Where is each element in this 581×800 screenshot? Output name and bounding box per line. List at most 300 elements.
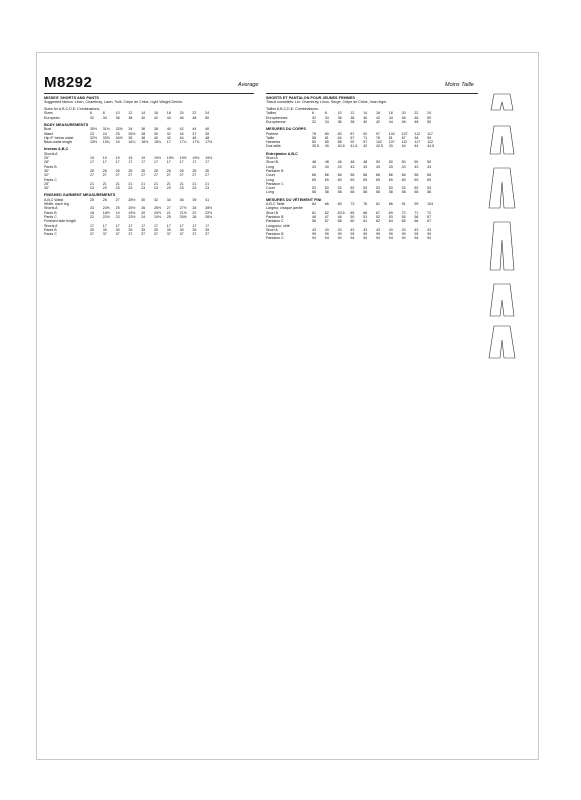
table-cell: 43: [427, 164, 432, 169]
table-cell: 19: [128, 156, 133, 161]
table-cell: 43: [414, 164, 419, 169]
table-cell: 66: [337, 173, 342, 178]
french-column: [266, 92, 478, 241]
table-cell: 23: [102, 186, 107, 191]
table-cell: 17: [192, 160, 197, 165]
row-label: Long: [266, 164, 274, 169]
table-cell: 66: [324, 202, 329, 207]
row-label: European: [44, 115, 60, 120]
table-cell: 69: [350, 177, 355, 182]
table-cell: 40: [324, 144, 329, 149]
table-cell: 62: [375, 219, 380, 224]
table-cell: 57: [427, 214, 432, 219]
table-cell: 36: [337, 115, 342, 120]
table-cell: 22: [90, 214, 94, 219]
table-cell: 64: [337, 135, 342, 140]
suggested-fabrics: Tissus conseillés: Lin, Chambray, Linon, Sergé, Crêpe de Chine, Jean léger.: [266, 99, 388, 104]
table-cell: 40.5: [337, 144, 345, 149]
table-cell: 67: [375, 210, 380, 215]
row-label: Court: [266, 173, 275, 178]
table-row: [266, 236, 478, 240]
table-cell: 34: [128, 127, 133, 132]
table-cell: 50: [401, 160, 406, 165]
table-cell: 69: [375, 177, 380, 182]
table-cell: 46: [192, 135, 197, 140]
table-cell: 39: [141, 227, 146, 232]
table-cell: 26: [153, 168, 158, 173]
table-cell: 26: [166, 168, 171, 173]
table-cell: 10: [115, 111, 120, 116]
row-label: Shorts A: [44, 223, 58, 228]
table-cell: 58: [427, 190, 432, 195]
table-cell: 17: [205, 223, 210, 228]
table-cell: 26: [128, 168, 133, 173]
table-cell: 43: [388, 164, 393, 169]
table-cell: 38: [350, 115, 355, 120]
table-cell: 27: [205, 173, 210, 178]
table-cell: 39: [205, 131, 210, 136]
table-cell: 6: [90, 111, 92, 116]
finished-table: [266, 202, 478, 241]
table-cell: 20: [179, 111, 184, 116]
table-cell: 53: [401, 186, 406, 191]
table-cell: 17¼: [179, 140, 187, 145]
table-cell: 17: [179, 160, 184, 165]
row-label: Short B: [266, 160, 278, 165]
table-cell: 8: [324, 111, 327, 116]
table-cell: 46: [312, 214, 316, 219]
table-cell: 23: [153, 186, 158, 191]
table-cell: 17⅜: [192, 140, 200, 145]
table-cell: 92: [363, 131, 368, 136]
table-cell: 39: [102, 227, 107, 232]
table-cell: 53: [414, 186, 419, 191]
table-cell: 26½: [153, 206, 161, 211]
table-cell: 17: [90, 223, 94, 228]
table-cell: 61: [312, 210, 316, 215]
table-cell: 76: [375, 135, 380, 140]
table-cell: 80: [324, 131, 329, 136]
table-cell: 53: [427, 186, 432, 191]
row-label: Européenne: [266, 119, 286, 124]
row-label: Pants C: [44, 214, 57, 219]
thumbnail-strip: [482, 90, 522, 360]
table-cell: 16¾: [153, 140, 161, 145]
table-cell: 36: [128, 135, 133, 140]
row-label: Dos taille: [266, 144, 281, 149]
table-cell: 28½: [128, 197, 136, 202]
table-cell: 21: [166, 181, 171, 186]
table-cell: 44: [414, 144, 419, 149]
pants-c-thumbnail: [489, 168, 515, 208]
table-cell: 37: [192, 131, 197, 136]
table-cell: 60: [350, 219, 355, 224]
table-cell: 37: [141, 232, 146, 237]
table-cell: 67: [350, 135, 355, 140]
table-cell: 64: [388, 219, 393, 224]
table-cell: 32: [166, 131, 171, 136]
row-label: Pants B: [44, 164, 57, 169]
row-label: Long: [266, 177, 274, 182]
row-label: Long: [266, 190, 274, 195]
table-cell: 63.5: [337, 210, 345, 215]
table-cell: 19: [141, 156, 146, 161]
body-measurements-heading: MESURES DU CORPS: [266, 127, 306, 132]
table-cell: 58: [401, 190, 406, 195]
table-cell: 19½: [192, 156, 200, 161]
table-cell: 69: [414, 177, 419, 182]
table-cell: 19½: [128, 210, 136, 215]
table-cell: 26: [192, 168, 197, 173]
table-cell: 23: [115, 214, 120, 219]
table-cell: 27: [153, 173, 158, 178]
table-cell: 36: [115, 115, 120, 120]
table-cell: 23: [141, 186, 146, 191]
table-cell: 41: [205, 197, 210, 202]
table-cell: 87: [350, 131, 355, 136]
table-cell: 26: [192, 214, 197, 219]
row-label: Largeur, chaque jambe: [266, 206, 303, 211]
row-label: Poitrine: [266, 131, 279, 136]
table-cell: 38: [141, 135, 146, 140]
table-cell: 21: [115, 181, 120, 186]
table-cell: 17: [205, 160, 210, 165]
table-cell: 48: [337, 214, 342, 219]
table-cell: 39: [115, 227, 120, 232]
table-cell: 88: [337, 140, 342, 145]
table-cell: 39: [179, 227, 184, 232]
table-cell: 39: [90, 227, 94, 232]
row-label: Européennes: [266, 115, 288, 120]
table-cell: 23: [128, 186, 133, 191]
table-cell: 81: [388, 135, 393, 140]
table-cell: 26: [90, 168, 94, 173]
table-cell: 27: [115, 197, 120, 202]
table-cell: 99: [401, 232, 406, 237]
table-cell: 26: [141, 206, 146, 211]
table-cell: 27½: [179, 206, 187, 211]
row-label: Pants B: [44, 210, 57, 215]
table-cell: 42: [375, 115, 380, 120]
table-cell: 34: [324, 119, 329, 124]
inseam-heading: Inseam A,B,C: [44, 147, 69, 152]
table-cell: 31½: [102, 127, 110, 132]
table-cell: 25½: [179, 214, 187, 219]
row-label: 28": [44, 181, 50, 186]
table-cell: 26: [102, 168, 107, 173]
table-cell: 43: [363, 164, 368, 169]
table-cell: 19½: [179, 156, 187, 161]
table-cell: 72: [350, 202, 355, 207]
table-cell: 37: [205, 232, 210, 237]
table-cell: 17: [153, 223, 158, 228]
table-cell: 10: [337, 111, 342, 116]
table-cell: 107: [388, 140, 395, 145]
table-cell: 27: [102, 173, 107, 178]
table-cell: 15½: [90, 140, 97, 145]
table-cell: 40: [141, 115, 146, 120]
inseam-table: [44, 152, 254, 191]
table-cell: 39: [128, 227, 133, 232]
table-cell: 27: [166, 173, 171, 178]
row-label: Pantalon C: [266, 219, 284, 224]
table-cell: 24: [90, 206, 94, 211]
table-cell: 22: [414, 111, 419, 116]
table-cell: 99: [414, 202, 419, 207]
table-cell: 76: [363, 202, 368, 207]
table-cell: 50: [427, 119, 432, 124]
table-cell: 66: [388, 173, 393, 178]
table-cell: 53: [388, 214, 393, 219]
row-label: A,B,C Taille: [266, 202, 285, 207]
table-cell: 39: [192, 197, 197, 202]
table-cell: 57: [324, 219, 329, 224]
table-cell: 26½: [205, 214, 213, 219]
table-cell: 26: [115, 168, 120, 173]
table-cell: 27: [179, 173, 184, 178]
table-cell: 46: [401, 119, 406, 124]
row-label: Hanches: [266, 140, 281, 145]
table-cell: 27: [141, 173, 146, 178]
row-label: Pantalon C: [266, 181, 284, 186]
table-cell: 32: [312, 115, 316, 120]
table-cell: 99: [427, 135, 432, 140]
table-cell: 78: [312, 131, 316, 136]
table-cell: 23: [166, 186, 171, 191]
table-cell: 43: [337, 227, 342, 232]
table-cell: 21: [90, 181, 94, 186]
row-label: Finished side length: [44, 219, 76, 224]
table-cell: 66: [427, 173, 432, 178]
row-label: Pantalon B: [266, 168, 284, 173]
body-measurements-heading: BODY MEASUREMENTS: [44, 122, 89, 127]
table-cell: 14: [141, 111, 146, 116]
table-cell: 23: [90, 131, 94, 136]
table-cell: 21: [128, 181, 133, 186]
table-cell: 43: [388, 227, 393, 232]
table-cell: 69: [401, 177, 406, 182]
row-label: Shorts A: [44, 206, 58, 211]
table-cell: 30½: [90, 127, 97, 132]
table-cell: 58: [388, 190, 393, 195]
shorts-a-thumbnail: [491, 94, 513, 110]
table-cell: 99: [363, 232, 368, 237]
row-label: Pantalon B: [266, 232, 284, 237]
table-cell: 94: [427, 236, 432, 241]
table-cell: 16: [153, 111, 158, 116]
table-cell: 17: [102, 223, 107, 228]
table-cell: 21: [179, 181, 184, 186]
table-cell: 32: [312, 119, 316, 124]
table-cell: 99: [350, 232, 355, 237]
table-cell: 66: [414, 219, 419, 224]
table-cell: 50: [375, 160, 380, 165]
table-cell: 42.5: [375, 144, 383, 149]
table-cell: 37: [115, 232, 120, 237]
table-cell: 21½: [179, 210, 187, 215]
pants-f-thumbnail: [489, 326, 515, 358]
table-cell: 69: [324, 177, 329, 182]
table-cell: 23: [115, 186, 120, 191]
table-cell: 48: [363, 160, 368, 165]
table-cell: 48: [350, 160, 355, 165]
table-cell: 99: [414, 232, 419, 237]
pattern-number: M8292: [44, 74, 93, 91]
table-cell: 99: [427, 232, 432, 237]
table-cell: 26: [141, 168, 146, 173]
row-label: 30": [44, 186, 50, 191]
table-cell: 37: [90, 232, 94, 237]
table-cell: 25: [90, 197, 94, 202]
table-cell: 37: [128, 232, 133, 237]
table-cell: 18: [166, 111, 171, 116]
table-cell: 43: [375, 227, 380, 232]
table-cell: 17: [128, 223, 133, 228]
table-cell: 23: [192, 186, 197, 191]
size-table: [266, 111, 478, 124]
table-cell: 21: [205, 181, 210, 186]
row-label: 28": [44, 160, 50, 165]
table-cell: 53: [375, 186, 380, 191]
table-cell: 71: [363, 135, 368, 140]
table-cell: 58: [324, 190, 329, 195]
table-cell: 46: [179, 115, 184, 120]
table-cell: 40: [153, 135, 158, 140]
table-cell: 50: [205, 115, 210, 120]
table-cell: 53: [363, 186, 368, 191]
table-cell: 19½: [153, 156, 161, 161]
table-cell: 16: [115, 140, 120, 145]
table-cell: 69: [337, 177, 342, 182]
table-cell: 46: [401, 115, 406, 120]
table-cell: 17: [141, 223, 146, 228]
row-label: Pants C: [44, 232, 57, 237]
table-cell: 94: [414, 135, 419, 140]
table-cell: 22: [192, 111, 197, 116]
table-cell: 43: [312, 164, 316, 169]
table-cell: 56: [414, 214, 419, 219]
table-cell: 117: [414, 140, 421, 145]
table-cell: 12: [350, 111, 355, 116]
table-cell: 32½: [90, 135, 97, 140]
row-label: Hip 9" below waist: [44, 135, 74, 140]
table-cell: 8: [102, 111, 105, 116]
table-cell: 86: [388, 202, 393, 207]
table-cell: 50: [427, 160, 432, 165]
table-cell: 43: [375, 164, 380, 169]
table-cell: 38: [128, 115, 133, 120]
row-label: Width, each leg: [44, 202, 69, 207]
table-cell: 43: [324, 164, 329, 169]
table-cell: 21: [153, 181, 158, 186]
table-cell: 53: [350, 186, 355, 191]
table-cell: 72: [427, 210, 432, 215]
table-cell: 69: [337, 202, 342, 207]
table-cell: 17½: [205, 140, 213, 145]
table-cell: 34: [166, 197, 171, 202]
table-cell: 24: [205, 111, 210, 116]
table-cell: 18: [90, 210, 94, 215]
table-cell: 6: [312, 111, 314, 116]
row-label: Taille: [266, 135, 275, 140]
row-label: Tailles: [266, 111, 276, 116]
table-cell: 16½: [141, 140, 149, 145]
table-cell: 30: [153, 131, 158, 136]
table-cell: 40: [166, 127, 171, 132]
table-cell: 99: [337, 232, 342, 237]
table-cell: 94: [363, 236, 368, 241]
table-cell: 58: [312, 135, 316, 140]
table-cell: 66: [312, 173, 316, 178]
table-cell: 50: [414, 160, 419, 165]
table-cell: 30: [141, 197, 146, 202]
table-cell: 61: [363, 219, 368, 224]
table-cell: 23: [90, 186, 94, 191]
table-cell: 19: [102, 156, 107, 161]
table-cell: 19½: [205, 156, 213, 161]
table-cell: 24½: [102, 206, 110, 211]
table-cell: 46: [205, 127, 210, 132]
table-cell: 53: [337, 186, 342, 191]
table-cell: 44: [179, 135, 184, 140]
table-cell: 61: [324, 135, 329, 140]
table-cell: 97: [363, 140, 368, 145]
row-label: 30": [44, 168, 50, 173]
table-cell: 37: [153, 232, 158, 237]
table-cell: 94: [337, 236, 342, 241]
table-cell: 18: [388, 111, 393, 116]
row-label: 25": [44, 156, 50, 161]
table-cell: 32½: [115, 127, 123, 132]
table-cell: 24: [102, 131, 107, 136]
table-cell: 50: [350, 214, 355, 219]
table-cell: 48: [192, 115, 197, 120]
row-label: Short B: [266, 210, 278, 215]
table-cell: 94: [401, 236, 406, 241]
table-cell: 22½: [205, 210, 213, 215]
table-cell: 23: [179, 186, 184, 191]
table-cell: 102: [388, 131, 395, 136]
table-cell: 37: [192, 232, 197, 237]
table-cell: 42: [153, 115, 158, 120]
table-cell: 17: [141, 160, 146, 165]
table-cell: 112: [414, 131, 421, 136]
table-cell: 36: [141, 127, 146, 132]
table-cell: 48: [324, 160, 329, 165]
table-cell: 16: [375, 111, 380, 116]
table-cell: 62: [324, 210, 329, 215]
table-cell: 71: [414, 210, 419, 215]
table-cell: 27: [90, 173, 94, 178]
table-cell: 94: [350, 236, 355, 241]
table-cell: 28½: [205, 206, 213, 211]
table-cell: 99: [312, 232, 316, 237]
table-cell: 42: [375, 119, 380, 124]
table-cell: 43: [350, 227, 355, 232]
table-cell: 36: [179, 197, 184, 202]
table-cell: 39: [205, 227, 210, 232]
row-label: Pantalon B: [266, 214, 284, 219]
table-cell: 42: [179, 127, 184, 132]
suggested-fabrics: Suggested fabrics: Linen, Chambray, Lawn, Twill. Crepe de Chine, Light Weight Denim.: [44, 99, 183, 104]
table-cell: 24: [427, 111, 432, 116]
table-cell: 27: [192, 173, 197, 178]
table-cell: 117: [427, 131, 433, 136]
table-cell: 27: [115, 173, 120, 178]
table-cell: 66: [363, 173, 368, 178]
table-cell: 20: [141, 210, 146, 215]
body-measurements-table: [44, 127, 254, 144]
